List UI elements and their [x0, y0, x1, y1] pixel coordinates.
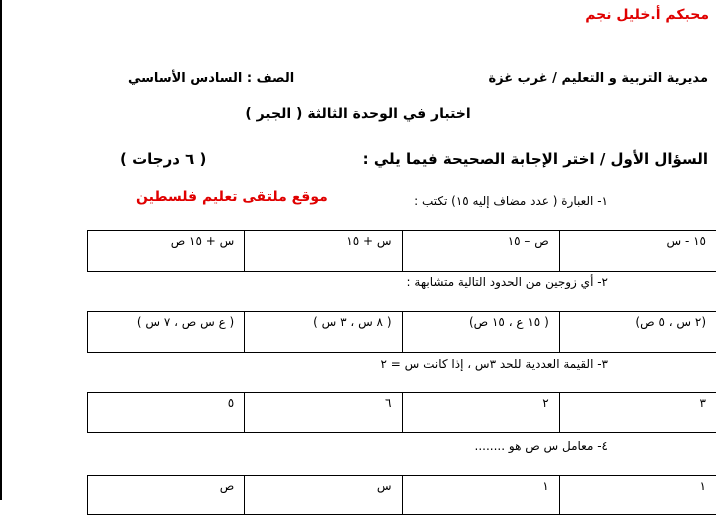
question-3-options: [87, 392, 716, 433]
option-cell[interactable]: (٢ س ، ٥ ص): [559, 312, 716, 353]
option-cell[interactable]: ٣: [559, 393, 716, 433]
option-cell[interactable]: ( ٨ س ، ٣ س ): [245, 312, 402, 353]
marks-label: ( ٦ درجات ): [120, 150, 207, 168]
question-4-options: [87, 475, 716, 515]
page-left-border: [0, 0, 2, 500]
option-cell[interactable]: ص: [88, 476, 245, 515]
question-heading: السؤال الأول / اختر الإجابة الصحيحة فيما يلي :: [362, 150, 708, 168]
question-3-text: ٣- القيمة العددية للحد ٣س ، إذا كانت س = ٢: [380, 357, 608, 371]
option-cell[interactable]: س: [245, 476, 402, 515]
option-cell[interactable]: ( ع س ص ، ٧ س ): [88, 312, 245, 353]
author-credit: محبكم أ.خليل نجم: [585, 7, 709, 23]
site-watermark: موقع ملتقى تعليم فلسطين: [136, 189, 328, 205]
option-cell[interactable]: ٢: [402, 393, 559, 433]
grade-label: الصف : السادس الأساسي: [128, 71, 295, 86]
option-cell[interactable]: ( ١٥ ع ، ١٥ ص): [402, 312, 559, 353]
option-cell[interactable]: ١: [402, 476, 559, 515]
question-1-text: ١- العبارة ( عدد مضاف إليه ١٥) تكتب :: [414, 194, 608, 208]
option-cell[interactable]: س + ١٥: [245, 231, 402, 272]
option-cell[interactable]: ٥: [88, 393, 245, 433]
question-2-options: [87, 311, 716, 353]
option-cell[interactable]: س + ١٥ ص: [88, 231, 245, 272]
question-4-text: ٤- معامل س ص هو ........: [474, 439, 608, 453]
exam-title: اختبار في الوحدة الثالثة ( الجبر ): [245, 106, 471, 122]
option-cell[interactable]: ص – ١٥: [402, 231, 559, 272]
option-cell[interactable]: ١: [559, 476, 716, 515]
option-cell[interactable]: ١٥ - س: [559, 231, 716, 272]
question-2-text: ٢- أي زوجين من الحدود التالية متشابهة :: [406, 275, 608, 289]
directorate-label: مديرية التربية و التعليم / غرب غزة: [488, 71, 708, 86]
option-cell[interactable]: ٦: [245, 393, 402, 433]
question-1-options: [87, 230, 716, 272]
